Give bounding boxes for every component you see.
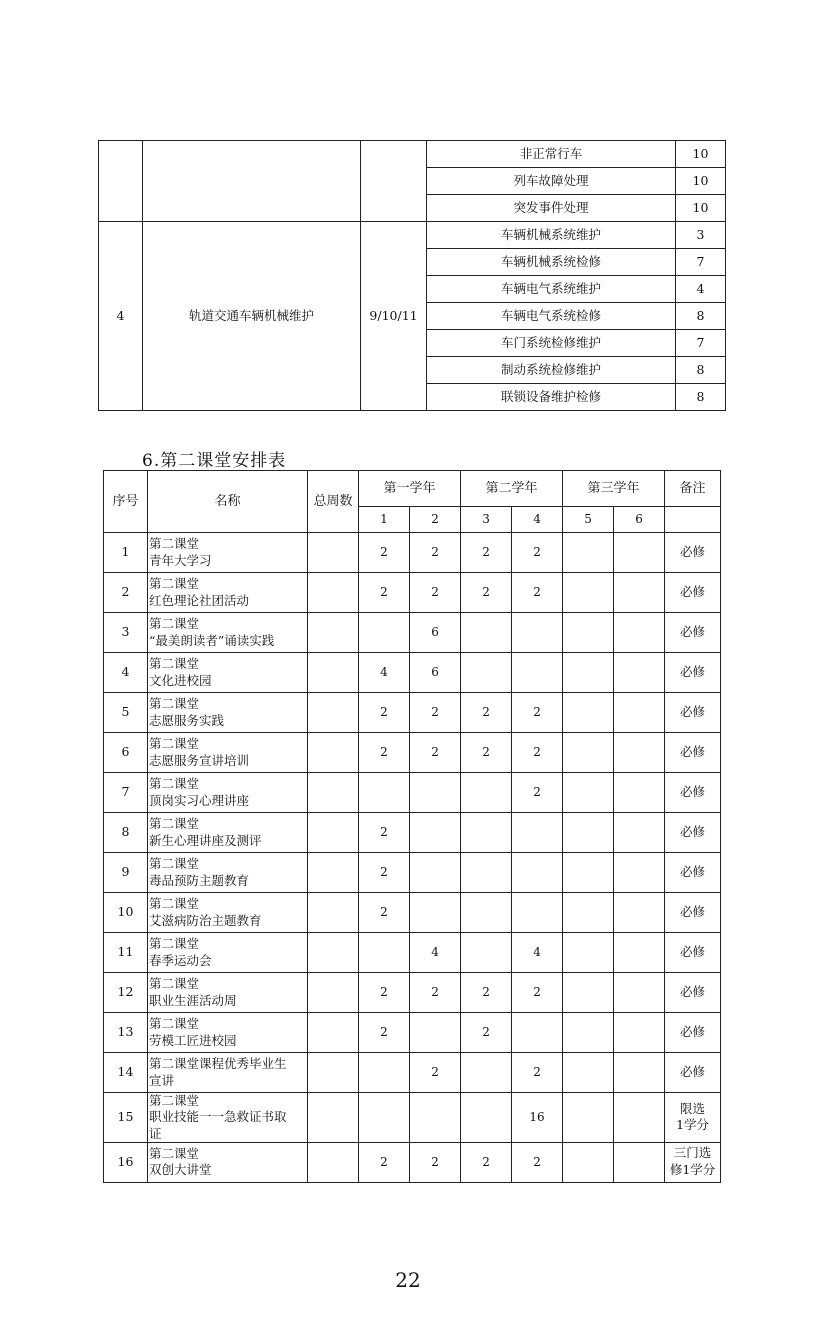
total-weeks	[308, 1142, 359, 1182]
term-2-value	[410, 1013, 461, 1053]
term-1-value	[359, 613, 410, 653]
module-row	[99, 222, 726, 249]
term-3-value	[461, 613, 512, 653]
schedule-row	[104, 733, 721, 773]
activity-name-line: 双创大讲堂	[149, 1162, 212, 1178]
term-6-value	[614, 693, 665, 733]
term-4-value: 2	[512, 733, 563, 773]
activity-name-line: 劳模工匠进校园	[149, 1032, 237, 1048]
activity-name	[148, 533, 308, 573]
activity-name-line: 第二课堂	[149, 736, 200, 752]
module-index: 4	[99, 222, 143, 411]
activity-name-line: 顶岗实习心理讲座	[149, 792, 250, 808]
term-5-value	[563, 573, 614, 613]
note-line: 必修	[680, 744, 706, 760]
term-1-value: 2	[359, 733, 410, 773]
term-1-value: 2	[359, 693, 410, 733]
term-6-value	[614, 1093, 665, 1143]
term-5-value	[563, 1013, 614, 1053]
header-year-3: 第三学年	[563, 471, 665, 507]
row-index: 8	[104, 813, 148, 853]
note	[665, 1013, 721, 1053]
schedule-row	[104, 1053, 721, 1093]
note	[665, 773, 721, 813]
total-weeks	[308, 773, 359, 813]
note-line: 必修	[680, 944, 706, 960]
term-6-value	[614, 1013, 665, 1053]
total-weeks	[308, 733, 359, 773]
task-name: 联锁设备维护检修	[427, 384, 676, 411]
schedule-row	[104, 1093, 721, 1143]
activity-name-line: 春季运动会	[149, 952, 212, 968]
task-hours: 10	[676, 168, 726, 195]
activity-name-line: 第二课堂	[149, 616, 200, 632]
term-6-value	[614, 613, 665, 653]
activity-name	[148, 1013, 308, 1053]
term-5-value	[563, 1142, 614, 1182]
activity-name-line: 第二课堂	[149, 576, 200, 592]
note	[665, 813, 721, 853]
page-number: 22	[395, 1268, 421, 1292]
row-index: 11	[104, 933, 148, 973]
term-5-value	[563, 973, 614, 1013]
term-5-value	[563, 1093, 614, 1143]
term-2-value: 2	[410, 733, 461, 773]
note-line: 1学分	[676, 1117, 710, 1133]
note-line: 必修	[680, 984, 706, 1000]
activity-name	[148, 933, 308, 973]
term-1-value: 2	[359, 573, 410, 613]
section-title: 6.第二课堂安排表	[142, 451, 287, 471]
term-4-value	[512, 813, 563, 853]
activity-name-line: 文化进校园	[149, 672, 212, 688]
term-4-value: 4	[512, 933, 563, 973]
term-1-value: 2	[359, 1142, 410, 1182]
note	[665, 573, 721, 613]
activity-name-line: 职业生涯活动周	[149, 992, 237, 1008]
term-4-value	[512, 653, 563, 693]
activity-name	[148, 853, 308, 893]
module-weeks	[361, 141, 427, 222]
task-name: 车门系统检修维护	[427, 330, 676, 357]
module-row	[99, 141, 726, 168]
module-weeks: 9/10/11	[361, 222, 427, 411]
total-weeks	[308, 1013, 359, 1053]
task-name: 车辆机械系统检修	[427, 249, 676, 276]
term-5-value	[563, 613, 614, 653]
term-2-value: 2	[410, 693, 461, 733]
task-hours: 10	[676, 195, 726, 222]
activity-name	[148, 613, 308, 653]
term-2-value	[410, 1093, 461, 1143]
term-4-value	[512, 893, 563, 933]
activity-name-line: 第二课堂	[149, 656, 200, 672]
term-4-value	[512, 853, 563, 893]
term-1-value: 4	[359, 653, 410, 693]
total-weeks	[308, 533, 359, 573]
activity-name-line: 青年大学习	[149, 552, 212, 568]
term-3-value: 2	[461, 1013, 512, 1053]
term-2-value: 6	[410, 613, 461, 653]
row-index: 1	[104, 533, 148, 573]
term-5-value	[563, 933, 614, 973]
term-3-value	[461, 653, 512, 693]
row-index: 2	[104, 573, 148, 613]
row-index: 3	[104, 613, 148, 653]
term-4-value: 2	[512, 1142, 563, 1182]
term-2-value	[410, 893, 461, 933]
term-3-value: 2	[461, 573, 512, 613]
note-line: 三门选	[673, 1145, 712, 1161]
schedule-row	[104, 813, 721, 853]
term-4-value	[512, 1013, 563, 1053]
activity-name-line: 第二课堂	[149, 976, 200, 992]
schedule-table-body	[104, 533, 721, 1183]
activity-name-line: 艾滋病防治主题教育	[149, 912, 262, 928]
total-weeks	[308, 1093, 359, 1143]
note	[665, 1093, 721, 1143]
term-1-value: 2	[359, 533, 410, 573]
schedule-row	[104, 573, 721, 613]
activity-name-line: 职业技能一一急救证书取	[149, 1109, 287, 1125]
schedule-row	[104, 1142, 721, 1182]
term-2-value: 2	[410, 1142, 461, 1182]
term-5-value	[563, 853, 614, 893]
header-note-blank	[665, 507, 721, 533]
activity-name	[148, 1093, 308, 1143]
activity-name	[148, 773, 308, 813]
note-line: 必修	[680, 704, 706, 720]
activity-name-line: “最美朗读者”诵读实践	[149, 632, 275, 648]
activity-name-line: 第二课堂	[149, 936, 200, 952]
schedule-row	[104, 533, 721, 573]
total-weeks	[308, 813, 359, 853]
term-5-value	[563, 813, 614, 853]
term-6-value	[614, 853, 665, 893]
activity-name-line: 志愿服务宣讲培训	[149, 752, 250, 768]
activity-name-line: 第二课堂	[149, 896, 200, 912]
term-1-value	[359, 933, 410, 973]
total-weeks	[308, 933, 359, 973]
task-hours: 8	[676, 303, 726, 330]
term-1-value: 2	[359, 813, 410, 853]
term-2-value: 2	[410, 573, 461, 613]
header-row	[104, 471, 721, 507]
term-2-value: 2	[410, 1053, 461, 1093]
schedule-row	[104, 973, 721, 1013]
term-6-value	[614, 1142, 665, 1182]
term-2-value: 2	[410, 973, 461, 1013]
total-weeks	[308, 893, 359, 933]
activity-name-line: 第二课堂课程优秀毕业生	[149, 1056, 287, 1072]
header-index: 序号	[104, 471, 148, 533]
task-name: 突发事件处理	[427, 195, 676, 222]
activity-name-line: 红色理论社团活动	[149, 592, 250, 608]
schedule-row	[104, 933, 721, 973]
term-2-value: 4	[410, 933, 461, 973]
task-hours: 3	[676, 222, 726, 249]
task-name: 列车故障处理	[427, 168, 676, 195]
activity-name-line: 第二课堂	[149, 1016, 200, 1032]
term-3-value	[461, 1093, 512, 1143]
term-6-value	[614, 533, 665, 573]
term-3-value: 2	[461, 733, 512, 773]
term-2-value	[410, 813, 461, 853]
task-hours: 4	[676, 276, 726, 303]
term-4-value: 2	[512, 1053, 563, 1093]
schedule-row	[104, 773, 721, 813]
note-line: 必修	[680, 784, 706, 800]
header-term-2: 2	[410, 507, 461, 533]
total-weeks	[308, 653, 359, 693]
term-3-value	[461, 1053, 512, 1093]
term-5-value	[563, 773, 614, 813]
activity-name-line: 第二课堂	[149, 776, 200, 792]
term-5-value	[563, 733, 614, 773]
note	[665, 973, 721, 1013]
task-hours: 8	[676, 384, 726, 411]
term-2-value: 2	[410, 533, 461, 573]
term-1-value: 2	[359, 973, 410, 1013]
note	[665, 653, 721, 693]
note	[665, 533, 721, 573]
term-4-value: 2	[512, 773, 563, 813]
module-name	[143, 141, 361, 222]
activity-name	[148, 693, 308, 733]
total-weeks	[308, 693, 359, 733]
module-index	[99, 141, 143, 222]
task-hours: 7	[676, 330, 726, 357]
term-4-value: 16	[512, 1093, 563, 1143]
task-hours: 7	[676, 249, 726, 276]
header-note: 备注	[665, 471, 721, 507]
term-3-value: 2	[461, 973, 512, 1013]
header-term-4: 4	[512, 507, 563, 533]
term-6-value	[614, 973, 665, 1013]
activity-name-line: 第二课堂	[149, 696, 200, 712]
activity-name-line: 第二课堂	[149, 856, 200, 872]
activity-name-line: 宣讲	[149, 1072, 175, 1088]
activity-name-line: 证	[149, 1125, 162, 1141]
term-3-value	[461, 893, 512, 933]
row-index: 15	[104, 1093, 148, 1143]
row-index: 14	[104, 1053, 148, 1093]
term-5-value	[563, 693, 614, 733]
activity-name	[148, 733, 308, 773]
note-line: 必修	[680, 864, 706, 880]
note	[665, 853, 721, 893]
header-year-1: 第一学年	[359, 471, 461, 507]
course-module-table-body	[99, 141, 726, 411]
activity-name	[148, 973, 308, 1013]
note-line: 必修	[680, 1064, 706, 1080]
term-3-value: 2	[461, 533, 512, 573]
task-name: 车辆机械系统维护	[427, 222, 676, 249]
header-term-6: 6	[614, 507, 665, 533]
row-index: 7	[104, 773, 148, 813]
row-index: 4	[104, 653, 148, 693]
term-6-value	[614, 933, 665, 973]
note-line: 必修	[680, 824, 706, 840]
term-2-value	[410, 773, 461, 813]
term-1-value	[359, 1093, 410, 1143]
term-6-value	[614, 733, 665, 773]
module-name: 轨道交通车辆机械维护	[143, 222, 361, 411]
header-term-5: 5	[563, 507, 614, 533]
task-name: 车辆电气系统维护	[427, 276, 676, 303]
term-3-value	[461, 933, 512, 973]
header-term-1: 1	[359, 507, 410, 533]
task-hours: 8	[676, 357, 726, 384]
activity-name	[148, 573, 308, 613]
schedule-row	[104, 693, 721, 733]
term-1-value	[359, 1053, 410, 1093]
task-name: 非正常行车	[427, 141, 676, 168]
term-4-value: 2	[512, 533, 563, 573]
schedule-row	[104, 653, 721, 693]
term-6-value	[614, 573, 665, 613]
note	[665, 1053, 721, 1093]
term-5-value	[563, 533, 614, 573]
header-total-weeks: 总周数	[308, 471, 359, 533]
term-2-value	[410, 853, 461, 893]
note-line: 必修	[680, 624, 706, 640]
activity-name-line: 新生心理讲座及测评	[149, 832, 262, 848]
note-line: 必修	[680, 664, 706, 680]
activity-name	[148, 893, 308, 933]
term-4-value: 2	[512, 973, 563, 1013]
course-module-table	[98, 140, 726, 411]
row-index: 12	[104, 973, 148, 1013]
header-year-2: 第二学年	[461, 471, 563, 507]
term-6-value	[614, 773, 665, 813]
total-weeks	[308, 1053, 359, 1093]
activity-name	[148, 1053, 308, 1093]
term-4-value: 2	[512, 693, 563, 733]
term-5-value	[563, 653, 614, 693]
activity-name	[148, 813, 308, 853]
term-3-value	[461, 853, 512, 893]
task-name: 车辆电气系统检修	[427, 303, 676, 330]
row-index: 16	[104, 1142, 148, 1182]
schedule-row	[104, 853, 721, 893]
activity-name-line: 毒品预防主题教育	[149, 872, 250, 888]
term-4-value: 2	[512, 573, 563, 613]
note-line: 必修	[680, 544, 706, 560]
note	[665, 613, 721, 653]
note	[665, 933, 721, 973]
note-line: 必修	[680, 584, 706, 600]
note-line: 必修	[680, 904, 706, 920]
row-index: 9	[104, 853, 148, 893]
activity-name-line: 第二课堂	[149, 536, 200, 552]
term-1-value: 2	[359, 1013, 410, 1053]
total-weeks	[308, 853, 359, 893]
note-line: 必修	[680, 1024, 706, 1040]
task-hours: 10	[676, 141, 726, 168]
task-name: 制动系统检修维护	[427, 357, 676, 384]
activity-name-line: 志愿服务实践	[149, 712, 225, 728]
term-2-value: 6	[410, 653, 461, 693]
activity-name-line: 第二课堂	[149, 1146, 200, 1161]
term-3-value	[461, 773, 512, 813]
term-3-value: 2	[461, 1142, 512, 1182]
activity-name-line: 第二课堂	[149, 1093, 200, 1108]
term-3-value: 2	[461, 693, 512, 733]
header-name: 名称	[148, 471, 308, 533]
term-6-value	[614, 653, 665, 693]
note	[665, 1142, 721, 1182]
term-6-value	[614, 893, 665, 933]
term-4-value	[512, 613, 563, 653]
note-line: 修1学分	[669, 1162, 716, 1178]
note	[665, 693, 721, 733]
note-line: 限选	[680, 1100, 706, 1116]
note	[665, 733, 721, 773]
row-index: 5	[104, 693, 148, 733]
term-1-value: 2	[359, 893, 410, 933]
activity-name-line: 第二课堂	[149, 816, 200, 832]
row-index: 6	[104, 733, 148, 773]
term-1-value	[359, 773, 410, 813]
schedule-row	[104, 893, 721, 933]
note	[665, 893, 721, 933]
total-weeks	[308, 573, 359, 613]
total-weeks	[308, 613, 359, 653]
row-index: 10	[104, 893, 148, 933]
term-5-value	[563, 1053, 614, 1093]
schedule-row	[104, 1013, 721, 1053]
total-weeks	[308, 973, 359, 1013]
term-6-value	[614, 1053, 665, 1093]
term-5-value	[563, 893, 614, 933]
activity-name	[148, 653, 308, 693]
row-index: 13	[104, 1013, 148, 1053]
term-3-value	[461, 813, 512, 853]
schedule-row	[104, 613, 721, 653]
term-6-value	[614, 813, 665, 853]
header-term-3: 3	[461, 507, 512, 533]
second-classroom-schedule-table	[103, 470, 721, 1183]
term-1-value: 2	[359, 853, 410, 893]
activity-name	[148, 1142, 308, 1182]
